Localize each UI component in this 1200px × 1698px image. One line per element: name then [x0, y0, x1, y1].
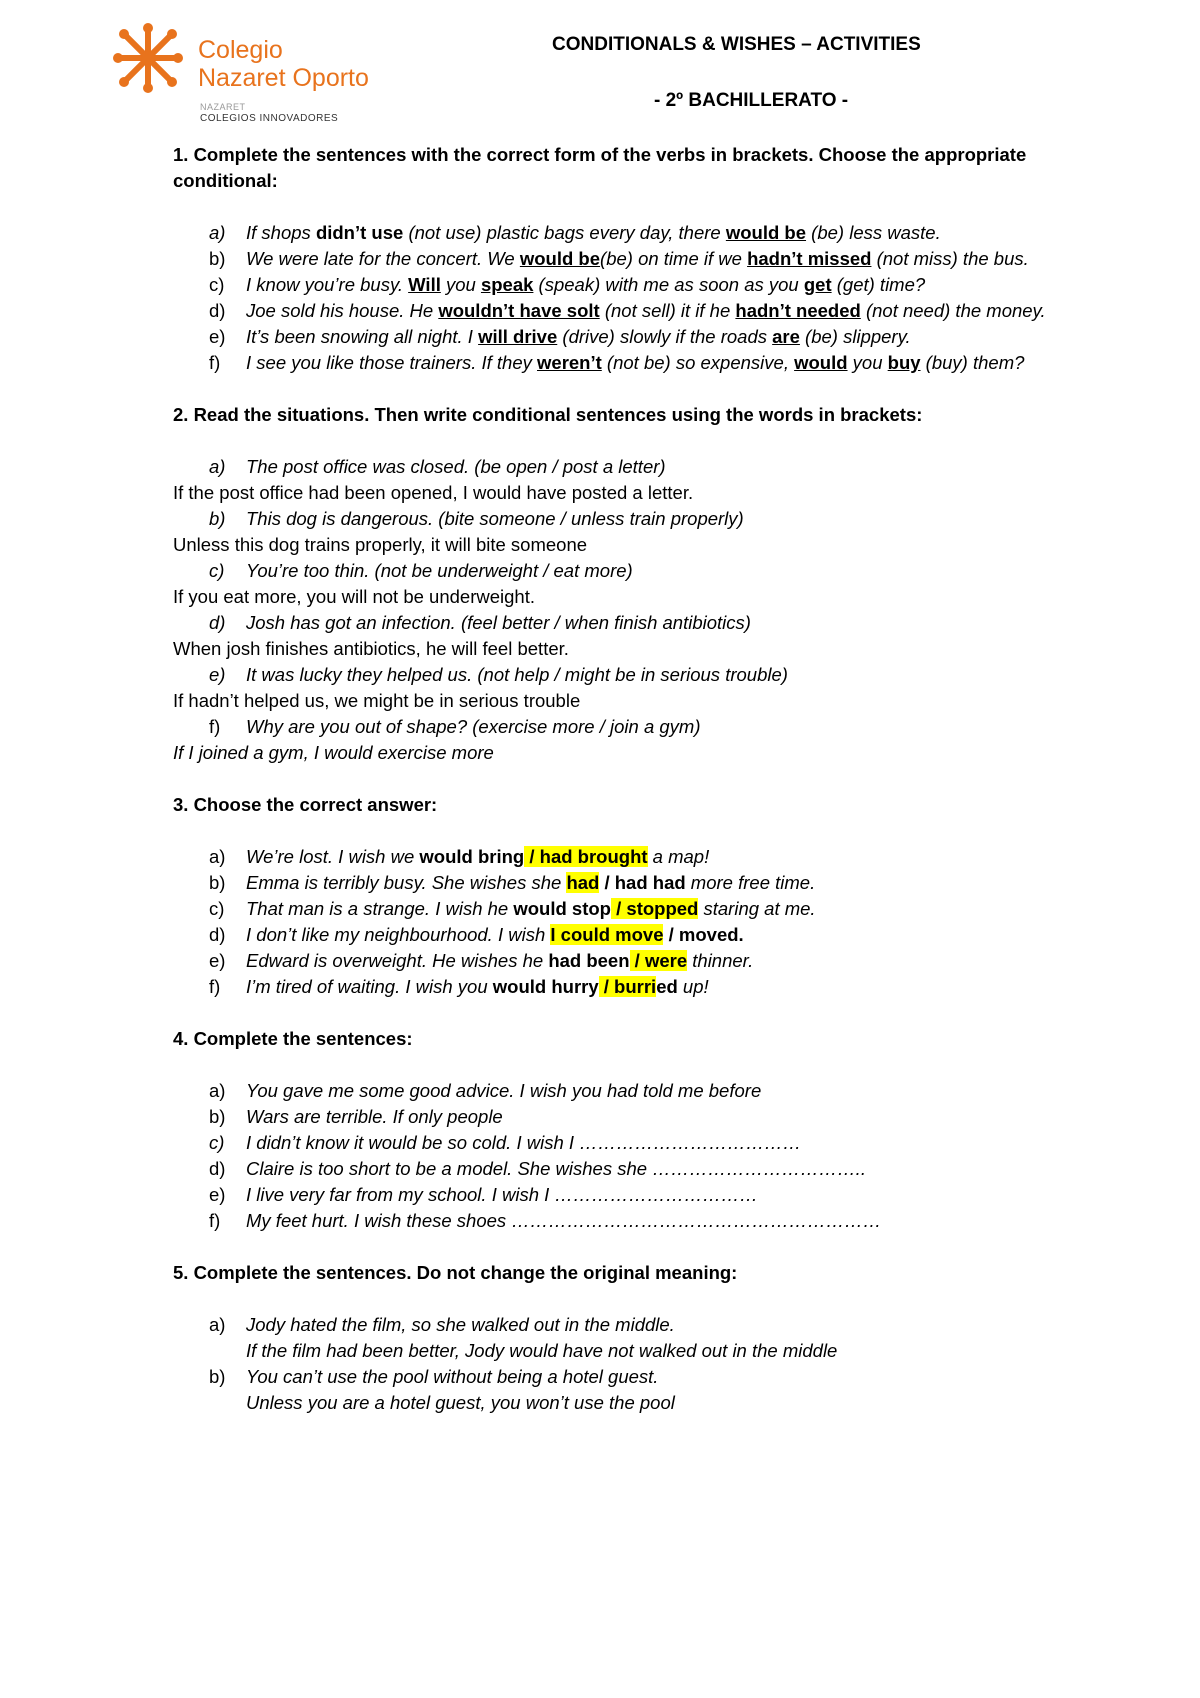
selected-option: / had brought — [524, 846, 648, 867]
section-3-item-a: a) We’re lost. I wish we would bring / had brought a map! — [209, 846, 710, 867]
school-logo — [112, 22, 382, 132]
section-2-prompt-b: b) This dog is dangerous. (bite someone / unless train properly) — [209, 508, 744, 529]
section-4-item-e: e) I live very far from my school. I wish I …………………………… — [209, 1184, 758, 1205]
section-5-item-b: b) You can’t use the pool without being a hotel guest. Unless you are a hotel guest, you won’t use the pool — [173, 1364, 1053, 1416]
section-1 — [173, 142, 1053, 376]
selected-option: had — [566, 872, 600, 893]
answer: hadn’t needed — [735, 300, 861, 321]
section-3-item-f: f) I’m tired of waiting. I wish you would hurry / burried up! — [209, 976, 709, 997]
section-2-answer-a: If the post office had been opened, I would have posted a letter. — [173, 482, 694, 503]
section-2-prompt-a: a) The post office was closed. (be open / post a letter) — [209, 456, 666, 477]
option: / had had — [599, 872, 686, 893]
section-5-question: 5. Complete the sentences. Do not change the original meaning: — [173, 1262, 738, 1283]
section-4-question: 4. Complete the sentences: — [173, 1028, 413, 1049]
section-2-answer-c: If you eat more, you will not be underweight. — [173, 586, 535, 607]
answer: would be — [725, 222, 807, 243]
section-4-item-c: c) I didn’t know it would be so cold. I wish I ……………………………… — [209, 1132, 802, 1153]
answer: are — [772, 326, 800, 347]
section-1-item-a: a) If shops didn’t use (not use) plastic bags every day, there would be (be) less waste. — [209, 222, 941, 243]
answer: would be — [519, 248, 601, 269]
school-emblem-icon — [112, 22, 184, 94]
section-5-rewrite-b: Unless you are a hotel guest, you won’t use the pool — [246, 1392, 675, 1413]
worksheet-content — [173, 142, 1053, 1442]
section-1-item-b: b) We were late for the concert. We would be(be) on time if we hadn’t missed (not miss) the bus. — [209, 248, 1029, 269]
option: had been — [548, 950, 630, 971]
selected-option: / were — [629, 950, 688, 971]
section-2-answer-b: Unless this dog trains properly, it will bite someone — [173, 534, 588, 555]
section-2-items — [173, 454, 1053, 480]
section-3-item-d: d) I don’t like my neighbourhood. I wish I could move / moved. — [209, 924, 744, 945]
selected-option: / stopped — [610, 898, 699, 919]
answer: didn’t use — [315, 222, 404, 243]
answer: wouldn’t have solt — [438, 300, 600, 321]
section-2-prompt-f: f) Why are you out of shape? (exercise more / join a gym) — [209, 716, 701, 737]
section-3 — [173, 792, 1053, 1000]
section-4-item-f: f) My feet hurt. I wish these shoes …………………………………………………… — [209, 1210, 882, 1231]
section-2-answer-d: When josh finishes antibiotics, he will feel better. — [173, 638, 569, 659]
answer: buy — [887, 352, 921, 373]
worksheet-subtitle: - 2º BACHILLERATO - — [654, 90, 849, 111]
selected-option: I could move — [550, 924, 664, 945]
section-4-items — [173, 1078, 1053, 1234]
section-4 — [173, 1026, 1053, 1234]
school-group-name: NAZARET COLEGIOS INNOVADORES — [200, 102, 339, 124]
answer: hadn’t missed — [747, 248, 872, 269]
section-2-question: 2. Read the situations. Then write conditional sentences using the words in brackets: — [173, 404, 923, 425]
section-3-item-e: e) Edward is overweight. He wishes he had been / were thinner. — [209, 950, 754, 971]
section-1-item-f: f) I see you like those trainers. If they weren’t (not be) so expensive, would you buy (buy) them? — [209, 352, 1025, 373]
answer: speak — [480, 274, 534, 295]
section-5-items — [173, 1312, 1053, 1416]
section-5-rewrite-a: If the film had been better, Jody would have not walked out in the middle — [246, 1340, 838, 1361]
answer: get — [803, 274, 832, 295]
section-3-item-c: c) That man is a strange. I wish he would stop / stopped staring at me. — [209, 898, 816, 919]
section-4-item-d: d) Claire is too short to be a model. She wishes she …………………………….. — [209, 1158, 866, 1179]
section-2 — [173, 402, 1053, 766]
section-1-items — [173, 220, 1053, 376]
section-4-item-b: b) Wars are terrible. If only people — [209, 1106, 503, 1127]
school-name: Colegio Nazaret Oporto — [198, 36, 369, 92]
section-1-item-c: c) I know you’re busy. Will you speak (speak) with me as soon as you get (get) time? — [209, 274, 926, 295]
section-4-item-a: a) You gave me some good advice. I wish you had told me before — [209, 1080, 762, 1101]
selected-option: / burri — [598, 976, 657, 997]
answer: weren’t — [537, 352, 602, 373]
section-3-items — [173, 844, 1053, 1000]
section-2-prompt-d: d) Josh has got an infection. (feel better / when finish antibiotics) — [209, 612, 751, 633]
section-1-question: 1. Complete the sentences with the correct form of the verbs in brackets. Choose the appropriate conditional: — [173, 144, 1027, 191]
section-2-answer-e: If hadn’t helped us, we might be in serious trouble — [173, 690, 581, 711]
section-3-item-b: b) Emma is terribly busy. She wishes she had / had had more free time. — [209, 872, 816, 893]
section-1-item-d: d) Joe sold his house. He wouldn’t have solt (not sell) it if he hadn’t needed (not need) the money. — [209, 300, 1046, 321]
answer: will drive — [478, 326, 558, 347]
section-5 — [173, 1260, 1053, 1416]
section-2-prompt-c: c) You’re too thin. (not be underweight / eat more) — [209, 560, 633, 581]
option: would hurry — [492, 976, 599, 997]
section-1-item-e: e) It’s been snowing all night. I will drive (drive) slowly if the roads are (be) slippery. — [209, 326, 911, 347]
option: would bring — [419, 846, 525, 867]
answer: would — [794, 352, 848, 373]
section-3-question: 3. Choose the correct answer: — [173, 794, 438, 815]
answer: Will — [408, 274, 441, 295]
section-2-answer-f: If I joined a gym, I would exercise more — [173, 742, 494, 763]
section-5-item-a: a) Jody hated the film, so she walked out in the middle. If the film had been better, Jody would have not walked out in the middle — [173, 1312, 1053, 1364]
section-2-prompt-e: e) It was lucky they helped us. (not help / might be in serious trouble) — [209, 664, 788, 685]
worksheet-title: CONDITIONALS & WISHES – ACTIVITIES — [552, 34, 921, 55]
option: / moved — [663, 924, 739, 945]
option: would stop — [513, 898, 611, 919]
